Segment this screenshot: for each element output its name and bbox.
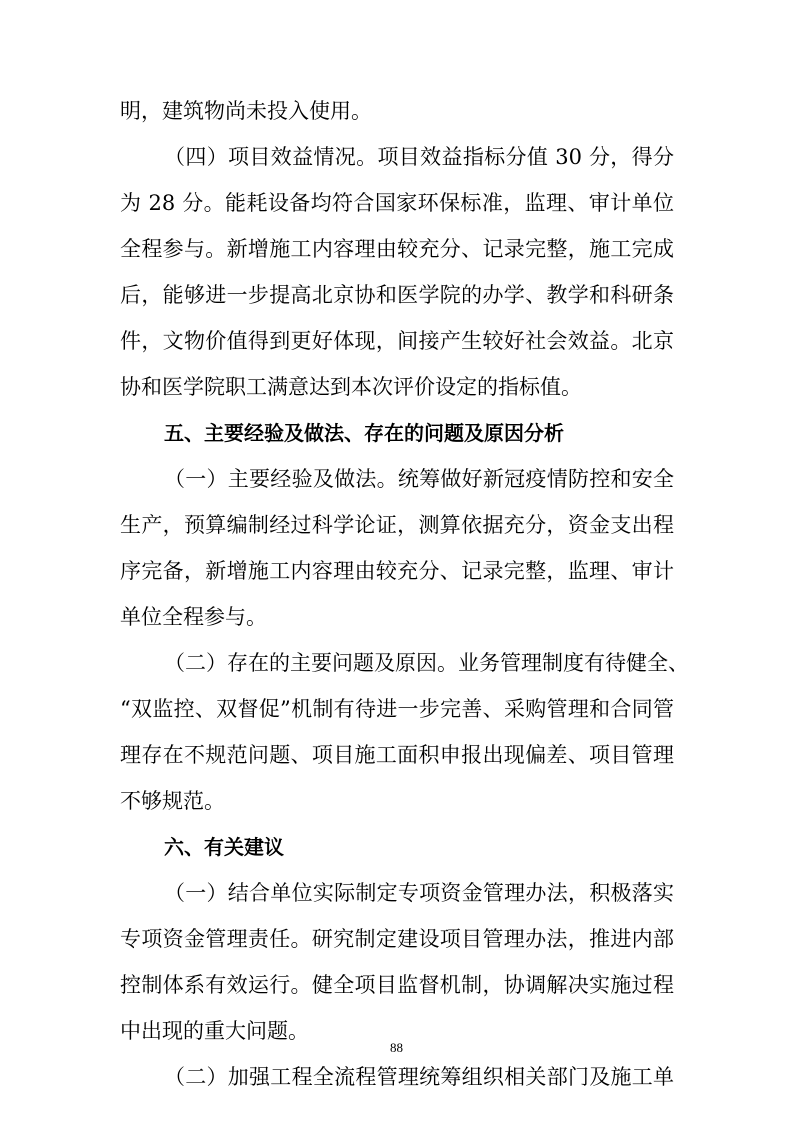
text-line: 协和医学院职工满意达到本次评价设定的指标值。 (120, 375, 582, 399)
text-line: 序完备，新增施工内容理由较充分、记录完整，监理、审计 (120, 559, 674, 583)
text-line: 专项资金管理责任。研究制定建设项目管理办法，推进内部 (120, 927, 674, 951)
text-line: （二）加强工程全流程管理统筹组织相关部门及施工单 (164, 1065, 674, 1089)
text-line: “双监控、双督促”机制有待进一步完善、采购管理和合同管 (120, 697, 674, 721)
text-line: 明，建筑物尚未投入使用。 (120, 99, 372, 123)
text-line: （一）结合单位实际制定专项资金管理办法，积极落实 (164, 881, 674, 905)
text-line: 不够规范。 (120, 789, 225, 813)
text-line: 后，能够进一步提高北京协和医学院的办学、教学和科研条 (120, 283, 674, 307)
text-line: 为 28 分。能耗设备均符合国家环保标准，监理、审计单位 (120, 191, 674, 215)
text-line: 单位全程参与。 (120, 605, 267, 629)
body-text (120, 88, 689, 1100)
text-line: （二）存在的主要问题及原因。业务管理制度有待健全、 (164, 651, 689, 675)
page-number: 88 (390, 1040, 403, 1055)
text-line: 中出现的重大问题。 (120, 1019, 309, 1043)
section-heading: 六、有关建议 (164, 835, 284, 859)
text-line: （一）主要经验及做法。统筹做好新冠疫情防控和安全 (164, 467, 674, 491)
text-line: 全程参与。新增施工内容理由较充分、记录完整，施工完成 (120, 237, 674, 261)
text-line: （四）项目效益情况。项目效益指标分值 30 分，得分 (164, 145, 674, 169)
section-heading: 五、主要经验及做法、存在的问题及原因分析 (164, 421, 564, 445)
text-line: 件，文物价值得到更好体现，间接产生较好社会效益。北京 (120, 329, 674, 353)
text-line: 理存在不规范问题、项目施工面积申报出现偏差、项目管理 (120, 743, 674, 767)
text-line: 生产，预算编制经过科学论证，测算依据充分，资金支出程 (120, 513, 674, 537)
text-line: 控制体系有效运行。健全项目监督机制，协调解决实施过程 (120, 973, 674, 997)
